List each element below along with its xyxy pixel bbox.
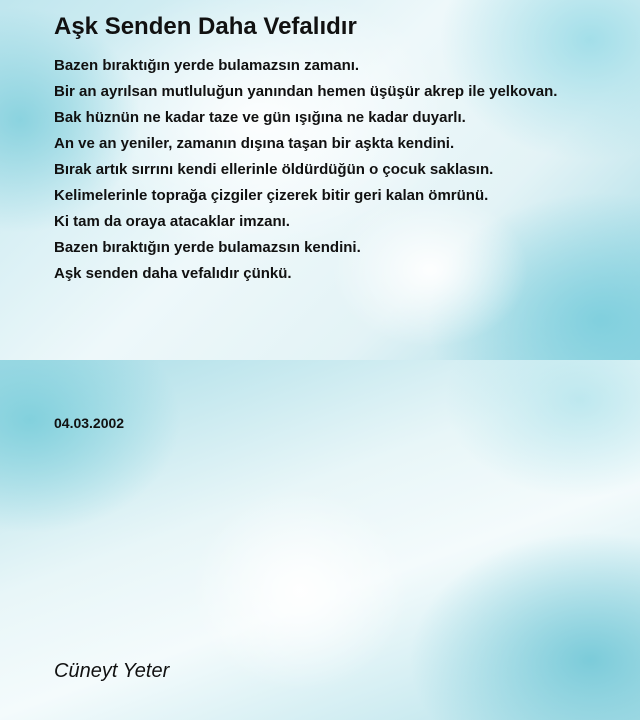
poem-line: Bırak artık sırrını kendi ellerinle öldürdüğün o çocuk saklasın. bbox=[54, 161, 494, 178]
signature-panel bbox=[0, 360, 640, 720]
poem-date: 04.03.2002 bbox=[54, 415, 125, 431]
poem-line: Bir an ayrılsan mutluluğun yanından hemen üşüşür akrep ile yelkovan. bbox=[54, 83, 558, 100]
poem-line: Kelimelerinle toprağa çizgiler çizerek bitir geri kalan ömrünü. bbox=[54, 187, 489, 204]
poem-line: Bazen bıraktığın yerde bulamazsın kendini. bbox=[54, 239, 361, 256]
poem-line: An ve an yeniler, zamanın dışına taşan bir aşkta kendini. bbox=[54, 135, 455, 152]
poem-line: Aşk senden daha vefalıdır çünkü. bbox=[54, 265, 292, 282]
poem-body bbox=[54, 53, 557, 287]
poem-line: Bak hüznün ne kadar taze ve gün ışığına ne kadar duyarlı. bbox=[54, 109, 466, 126]
poem-line: Ki tam da oraya atacaklar imzanı. bbox=[54, 213, 290, 230]
poem-author: Cüneyt Yeter bbox=[54, 660, 170, 682]
poem-title: Aşk Senden Daha Vefalıdır bbox=[54, 13, 357, 40]
poem-line: Bazen bıraktığın yerde bulamazsın zamanı. bbox=[54, 57, 360, 74]
